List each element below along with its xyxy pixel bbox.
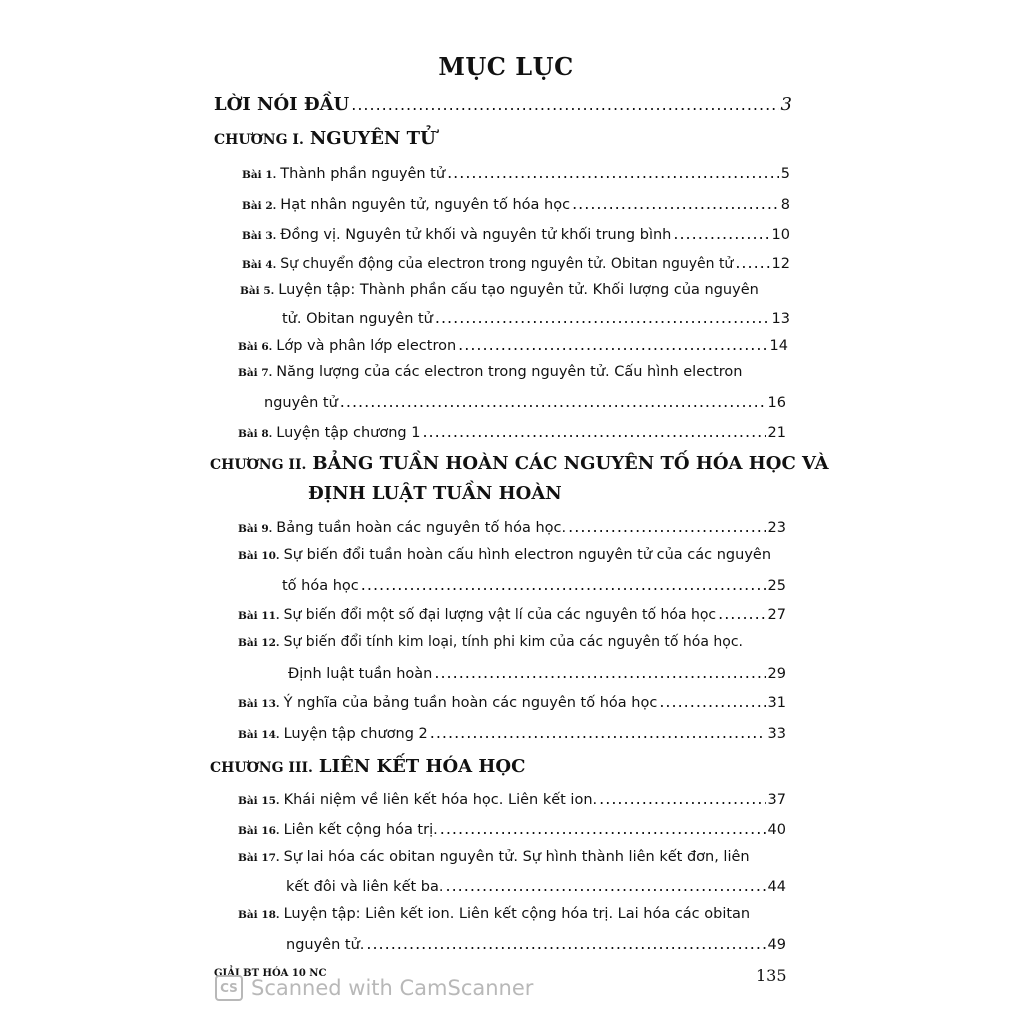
toc-entry-line1 [238, 547, 771, 563]
lesson-page: 49 [767, 937, 786, 953]
lesson-title: Hạt nhân nguyên tử, nguyên tố hóa học [280, 197, 571, 213]
toc-entry-line1 [238, 906, 750, 922]
chapter-heading-cont [308, 483, 562, 504]
toc-entry [238, 335, 788, 354]
lesson-label: Bài 15. [238, 795, 280, 807]
toc-entry [238, 723, 786, 742]
lesson-page: 37 [767, 792, 786, 808]
lesson-label: Bài 17. [238, 852, 280, 864]
chapter-heading [210, 453, 829, 474]
lesson-title: Luyện tập chương 1 [276, 425, 421, 441]
leader-dots [435, 308, 770, 327]
page-title: MỤC LỤC [438, 52, 574, 81]
toc-entry-line1 [238, 634, 743, 650]
toc-entry-line2 [288, 663, 786, 682]
lesson-title: Đồng vị. Nguyên tử khối và nguyên tử khối trung bình [280, 227, 672, 243]
lesson-title-cont: kết đôi và liên kết ba. [286, 879, 444, 895]
lesson-title: Luyện tập chương 2 [283, 726, 428, 742]
leader-dots [430, 723, 766, 742]
leader-dots [361, 575, 766, 594]
book-footer-title: GIẢI BT HÓA 10 NC [214, 968, 327, 979]
lesson-title-cont: tử. Obitan nguyên tử [282, 311, 433, 327]
lesson-label: Bài 3. [242, 230, 277, 242]
lesson-title: Bảng tuần hoàn các nguyên tố hóa học. [276, 520, 567, 536]
chapter-label: CHƯƠNG I. [214, 132, 304, 148]
preface-page: 3 [780, 94, 792, 115]
leader-dots [718, 604, 765, 623]
leader-dots [366, 934, 765, 953]
lesson-label: Bài 8. [238, 428, 273, 440]
lesson-title: Ý nghĩa của bảng tuần hoàn các nguyên tố hóa học [283, 695, 658, 711]
lesson-page: 31 [767, 695, 786, 711]
lesson-label: Bài 14. [238, 729, 280, 741]
leader-dots [422, 422, 765, 441]
toc-entry-line1 [238, 364, 743, 380]
lesson-page: 40 [767, 822, 786, 838]
toc-entry-line2 [264, 392, 786, 411]
lesson-label: Bài 18. [238, 909, 280, 921]
leader-dots [572, 194, 779, 213]
chapter-label: CHƯƠNG II. [210, 457, 307, 473]
toc-entry [238, 422, 786, 441]
toc-entry [238, 604, 786, 623]
lesson-page: 14 [769, 338, 788, 354]
toc-entry [242, 163, 790, 182]
leader-dots [434, 663, 765, 682]
lesson-label: Bài 5. [240, 285, 275, 297]
leader-dots [340, 392, 766, 411]
lesson-title: Sự biến đổi tính kim loại, tính phi kim của các nguyên tố hóa học. [283, 634, 743, 650]
lesson-page: 27 [767, 607, 786, 623]
toc-entry [238, 517, 786, 536]
lesson-title-cont: Định luật tuần hoàn [288, 666, 433, 682]
lesson-title: Khái niệm về liên kết hóa học. Liên kết ion. [283, 792, 598, 808]
lesson-label: Bài 9. [238, 523, 273, 535]
lesson-label: Bài 2. [242, 200, 277, 212]
lesson-label: Bài 16. [238, 825, 280, 837]
lesson-title: Năng lượng của các electron trong nguyên tử. Cấu hình electron [276, 364, 743, 380]
lesson-page: 23 [767, 520, 786, 536]
chapter-title-cont: ĐỊNH LUẬT TUẦN HOÀN [308, 483, 562, 504]
lesson-title: Sự biến đổi tuần hoàn cấu hình electron nguyên tử của các nguyên [283, 547, 772, 563]
leader-dots [351, 95, 778, 114]
toc-entry [238, 692, 786, 711]
chapter-heading [210, 756, 525, 777]
lesson-label: Bài 1. [242, 169, 277, 181]
toc-entry [242, 224, 790, 243]
scanner-watermark [215, 975, 533, 1001]
lesson-title-cont: nguyên tử. [286, 937, 365, 953]
toc-entry [242, 253, 790, 272]
lesson-page: 21 [767, 425, 786, 441]
leader-dots [735, 253, 769, 272]
toc-entry-line2 [286, 934, 786, 953]
lesson-title: Luyện tập: Thành phần cấu tạo nguyên tử. Khối lượng của nguyên [278, 282, 759, 298]
lesson-title: Sự biến đổi một số đại lượng vật lí của các nguyên tố hóa học [283, 607, 717, 623]
page-number: 135 [756, 966, 787, 985]
leader-dots [659, 692, 765, 711]
leader-dots [458, 335, 767, 354]
chapter-title: LIÊN KẾT HÓA HỌC [318, 756, 526, 777]
toc-preface [214, 94, 792, 115]
lesson-title-cont: tố hóa học [282, 578, 359, 594]
lesson-label: Bài 7. [238, 367, 273, 379]
lesson-page: 33 [767, 726, 786, 742]
leader-dots [673, 224, 769, 243]
lesson-page: 16 [767, 395, 786, 411]
leader-dots [446, 876, 766, 895]
lesson-title: Luyện tập: Liên kết ion. Liên kết cộng hóa trị. Lai hóa các obitan [283, 906, 751, 922]
chapter-heading [214, 128, 436, 149]
lesson-label: Bài 6. [238, 341, 273, 353]
leader-dots [440, 819, 766, 838]
toc-entry [238, 789, 786, 808]
toc-entry-line2 [282, 575, 786, 594]
lesson-title: Sự chuyển động của electron trong nguyên tử. Obitan nguyên tử [280, 256, 734, 272]
lesson-label: Bài 12. [238, 637, 280, 649]
lesson-page: 29 [767, 666, 786, 682]
lesson-page: 5 [780, 166, 790, 182]
lesson-label: Bài 13. [238, 698, 280, 710]
leader-dots [447, 163, 779, 182]
toc-entry-line1 [240, 282, 759, 298]
camscanner-logo-icon: CS [215, 975, 243, 1001]
toc-entry [238, 819, 786, 838]
lesson-title-cont: nguyên tử [264, 395, 338, 411]
lesson-page: 10 [771, 227, 790, 243]
lesson-page: 25 [767, 578, 786, 594]
lesson-label: Bài 10. [238, 550, 280, 562]
lesson-title: Lớp và phân lớp electron [276, 338, 457, 354]
leader-dots [599, 789, 765, 808]
chapter-label: CHƯƠNG III. [210, 760, 313, 776]
lesson-page: 44 [767, 879, 786, 895]
lesson-title: Sự lai hóa các obitan nguyên tử. Sự hình thành liên kết đơn, liên [283, 849, 750, 865]
lesson-page: 8 [780, 197, 790, 213]
toc-entry-line2 [286, 876, 786, 895]
lesson-label: Bài 4. [242, 259, 277, 271]
watermark-text: Scanned with CamScanner [251, 976, 534, 1000]
lesson-title: Liên kết cộng hóa trị. [283, 822, 438, 838]
lesson-page: 12 [771, 256, 790, 272]
chapter-title: NGUYÊN TỬ [309, 128, 436, 149]
lesson-label: Bài 11. [238, 610, 280, 622]
leader-dots [568, 517, 765, 536]
toc-entry [242, 194, 790, 213]
preface-label: LỜI NÓI ĐẦU [214, 94, 350, 115]
toc-entry-line2 [282, 308, 790, 327]
toc-entry-line1 [238, 849, 750, 865]
chapter-title: BẢNG TUẦN HOÀN CÁC NGUYÊN TỐ HÓA HỌC VÀ [312, 453, 829, 474]
lesson-page: 13 [771, 311, 790, 327]
lesson-title: Thành phần nguyên tử [280, 166, 446, 182]
